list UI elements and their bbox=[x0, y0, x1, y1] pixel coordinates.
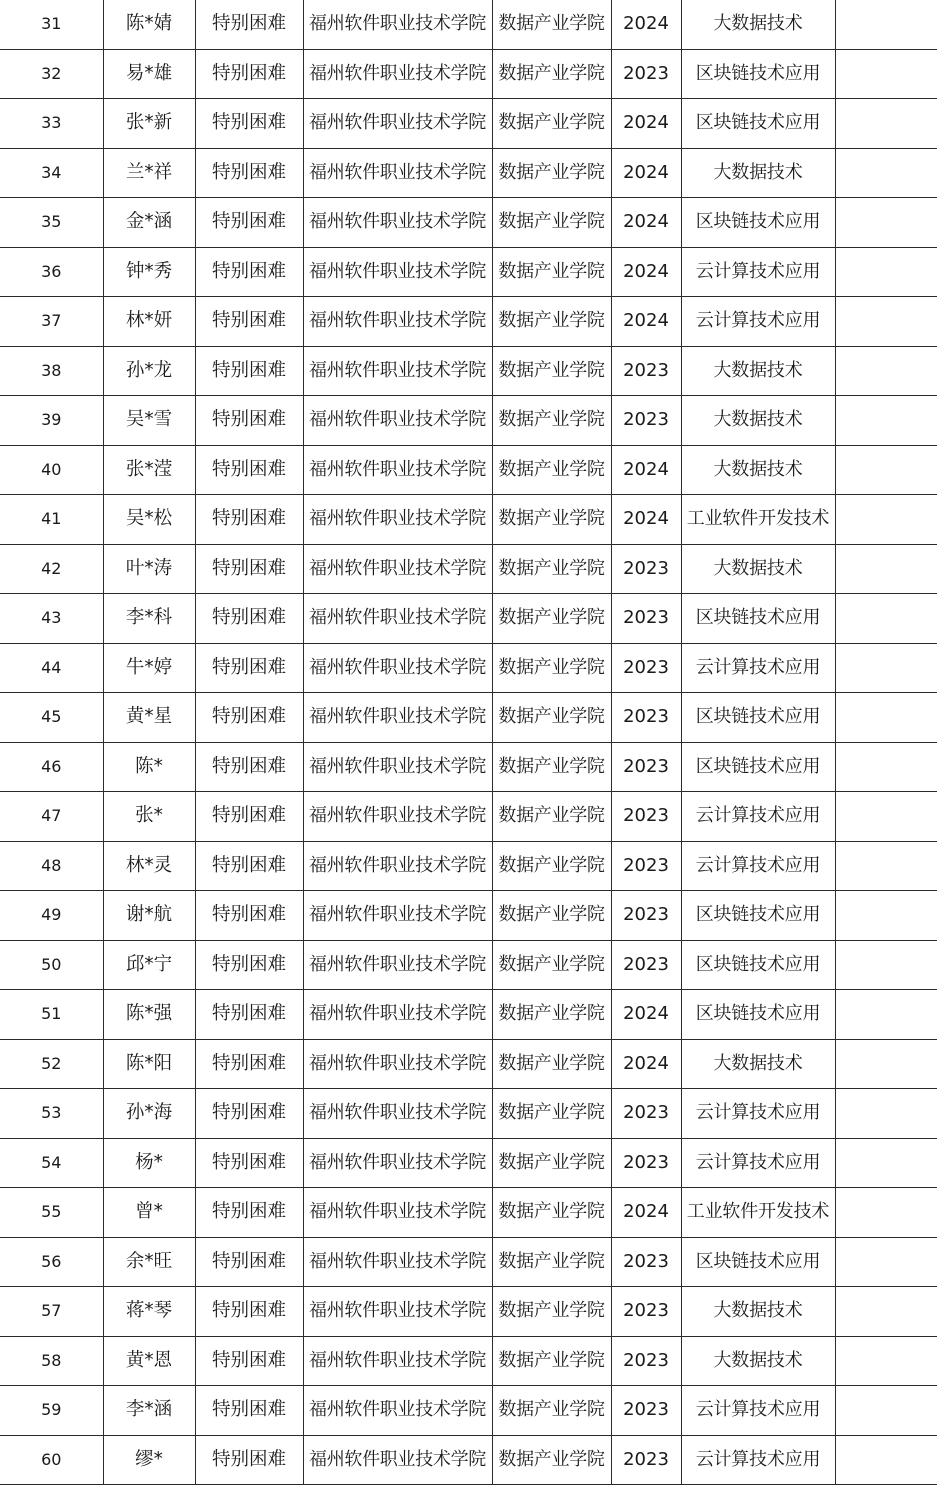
cell-enrollment-year: 2024 bbox=[611, 148, 681, 198]
cell-enrollment-year: 2023 bbox=[611, 1435, 681, 1485]
cell-empty bbox=[835, 940, 937, 990]
cell-enrollment-year: 2023 bbox=[611, 1237, 681, 1287]
cell-name: 金*涵 bbox=[103, 198, 195, 248]
table-row bbox=[0, 841, 937, 891]
cell-enrollment-year: 2023 bbox=[611, 1287, 681, 1337]
cell-enrollment-year: 2023 bbox=[611, 49, 681, 99]
cell-number: 46 bbox=[0, 742, 103, 792]
cell-number: 31 bbox=[0, 0, 103, 49]
cell-name: 蒋*琴 bbox=[103, 1287, 195, 1337]
cell-number: 32 bbox=[0, 49, 103, 99]
cell-department: 数据产业学院 bbox=[492, 792, 611, 842]
cell-empty bbox=[835, 1287, 937, 1337]
table-row bbox=[0, 594, 937, 644]
cell-major: 区块链技术应用 bbox=[681, 940, 835, 990]
cell-enrollment-year: 2023 bbox=[611, 841, 681, 891]
cell-name: 李*涵 bbox=[103, 1386, 195, 1436]
cell-number: 39 bbox=[0, 396, 103, 446]
cell-empty bbox=[835, 891, 937, 941]
cell-major: 云计算技术应用 bbox=[681, 792, 835, 842]
cell-difficulty-level: 特别困难 bbox=[195, 445, 303, 495]
cell-difficulty-level: 特别困难 bbox=[195, 396, 303, 446]
cell-major: 大数据技术 bbox=[681, 445, 835, 495]
cell-department: 数据产业学院 bbox=[492, 1188, 611, 1238]
cell-enrollment-year: 2024 bbox=[611, 445, 681, 495]
cell-name: 张* bbox=[103, 792, 195, 842]
cell-major: 大数据技术 bbox=[681, 0, 835, 49]
cell-number: 54 bbox=[0, 1138, 103, 1188]
cell-number: 49 bbox=[0, 891, 103, 941]
cell-department: 数据产业学院 bbox=[492, 1039, 611, 1089]
table-row bbox=[0, 1237, 937, 1287]
cell-name: 曾* bbox=[103, 1188, 195, 1238]
cell-difficulty-level: 特别困难 bbox=[195, 990, 303, 1040]
cell-enrollment-year: 2024 bbox=[611, 198, 681, 248]
cell-empty bbox=[835, 148, 937, 198]
cell-difficulty-level: 特别困难 bbox=[195, 1287, 303, 1337]
cell-difficulty-level: 特别困难 bbox=[195, 1336, 303, 1386]
table-row bbox=[0, 495, 937, 545]
cell-number: 51 bbox=[0, 990, 103, 1040]
cell-number: 45 bbox=[0, 693, 103, 743]
cell-enrollment-year: 2023 bbox=[611, 742, 681, 792]
cell-difficulty-level: 特别困难 bbox=[195, 1138, 303, 1188]
cell-difficulty-level: 特别困难 bbox=[195, 693, 303, 743]
cell-name: 余*旺 bbox=[103, 1237, 195, 1287]
cell-school: 福州软件职业技术学院 bbox=[303, 445, 492, 495]
cell-name: 孙*海 bbox=[103, 1089, 195, 1139]
cell-empty bbox=[835, 792, 937, 842]
table-row bbox=[0, 891, 937, 941]
cell-empty bbox=[835, 1039, 937, 1089]
cell-empty bbox=[835, 1188, 937, 1238]
cell-department: 数据产业学院 bbox=[492, 841, 611, 891]
cell-difficulty-level: 特别困难 bbox=[195, 1089, 303, 1139]
cell-empty bbox=[835, 1138, 937, 1188]
cell-name: 陈*婧 bbox=[103, 0, 195, 49]
cell-difficulty-level: 特别困难 bbox=[195, 891, 303, 941]
cell-department: 数据产业学院 bbox=[492, 940, 611, 990]
cell-school: 福州软件职业技术学院 bbox=[303, 346, 492, 396]
cell-empty bbox=[835, 0, 937, 49]
cell-major: 云计算技术应用 bbox=[681, 1386, 835, 1436]
cell-difficulty-level: 特别困难 bbox=[195, 297, 303, 347]
table-row bbox=[0, 198, 937, 248]
cell-school: 福州软件职业技术学院 bbox=[303, 643, 492, 693]
cell-major: 区块链技术应用 bbox=[681, 990, 835, 1040]
cell-department: 数据产业学院 bbox=[492, 643, 611, 693]
cell-enrollment-year: 2023 bbox=[611, 346, 681, 396]
cell-department: 数据产业学院 bbox=[492, 297, 611, 347]
cell-number: 42 bbox=[0, 544, 103, 594]
cell-school: 福州软件职业技术学院 bbox=[303, 247, 492, 297]
cell-school: 福州软件职业技术学院 bbox=[303, 99, 492, 149]
cell-name: 林*灵 bbox=[103, 841, 195, 891]
cell-school: 福州软件职业技术学院 bbox=[303, 148, 492, 198]
cell-department: 数据产业学院 bbox=[492, 990, 611, 1040]
cell-department: 数据产业学院 bbox=[492, 346, 611, 396]
cell-empty bbox=[835, 346, 937, 396]
cell-school: 福州软件职业技术学院 bbox=[303, 544, 492, 594]
cell-department: 数据产业学院 bbox=[492, 1386, 611, 1436]
table-row bbox=[0, 1287, 937, 1337]
cell-major: 大数据技术 bbox=[681, 346, 835, 396]
cell-enrollment-year: 2023 bbox=[611, 693, 681, 743]
cell-name: 孙*龙 bbox=[103, 346, 195, 396]
cell-number: 58 bbox=[0, 1336, 103, 1386]
cell-school: 福州软件职业技术学院 bbox=[303, 49, 492, 99]
cell-difficulty-level: 特别困难 bbox=[195, 49, 303, 99]
cell-department: 数据产业学院 bbox=[492, 1089, 611, 1139]
cell-major: 区块链技术应用 bbox=[681, 49, 835, 99]
cell-difficulty-level: 特别困难 bbox=[195, 0, 303, 49]
cell-name: 陈*强 bbox=[103, 990, 195, 1040]
cell-major: 区块链技术应用 bbox=[681, 594, 835, 644]
cell-department: 数据产业学院 bbox=[492, 247, 611, 297]
cell-empty bbox=[835, 544, 937, 594]
cell-school: 福州软件职业技术学院 bbox=[303, 198, 492, 248]
cell-major: 云计算技术应用 bbox=[681, 297, 835, 347]
cell-department: 数据产业学院 bbox=[492, 396, 611, 446]
cell-school: 福州软件职业技术学院 bbox=[303, 742, 492, 792]
cell-name: 林*妍 bbox=[103, 297, 195, 347]
cell-number: 47 bbox=[0, 792, 103, 842]
cell-school: 福州软件职业技术学院 bbox=[303, 1039, 492, 1089]
cell-major: 云计算技术应用 bbox=[681, 643, 835, 693]
cell-number: 55 bbox=[0, 1188, 103, 1238]
cell-school: 福州软件职业技术学院 bbox=[303, 990, 492, 1040]
cell-department: 数据产业学院 bbox=[492, 1237, 611, 1287]
table-row bbox=[0, 544, 937, 594]
table-row bbox=[0, 99, 937, 149]
cell-major: 云计算技术应用 bbox=[681, 247, 835, 297]
cell-empty bbox=[835, 1435, 937, 1485]
cell-difficulty-level: 特别困难 bbox=[195, 643, 303, 693]
cell-major: 云计算技术应用 bbox=[681, 1089, 835, 1139]
cell-empty bbox=[835, 247, 937, 297]
cell-enrollment-year: 2023 bbox=[611, 396, 681, 446]
cell-school: 福州软件职业技术学院 bbox=[303, 594, 492, 644]
cell-school: 福州软件职业技术学院 bbox=[303, 792, 492, 842]
cell-major: 区块链技术应用 bbox=[681, 742, 835, 792]
cell-difficulty-level: 特别困难 bbox=[195, 495, 303, 545]
cell-number: 57 bbox=[0, 1287, 103, 1337]
cell-enrollment-year: 2024 bbox=[611, 990, 681, 1040]
table-row bbox=[0, 1386, 937, 1436]
cell-empty bbox=[835, 1237, 937, 1287]
cell-enrollment-year: 2023 bbox=[611, 643, 681, 693]
cell-department: 数据产业学院 bbox=[492, 693, 611, 743]
cell-enrollment-year: 2024 bbox=[611, 495, 681, 545]
table-row bbox=[0, 346, 937, 396]
cell-department: 数据产业学院 bbox=[492, 0, 611, 49]
cell-department: 数据产业学院 bbox=[492, 544, 611, 594]
table-row bbox=[0, 1138, 937, 1188]
cell-empty bbox=[835, 693, 937, 743]
cell-enrollment-year: 2024 bbox=[611, 1039, 681, 1089]
cell-difficulty-level: 特别困难 bbox=[195, 544, 303, 594]
table-row bbox=[0, 247, 937, 297]
cell-department: 数据产业学院 bbox=[492, 891, 611, 941]
cell-name: 谢*航 bbox=[103, 891, 195, 941]
cell-empty bbox=[835, 495, 937, 545]
cell-school: 福州软件职业技术学院 bbox=[303, 693, 492, 743]
cell-empty bbox=[835, 1386, 937, 1436]
cell-difficulty-level: 特别困难 bbox=[195, 940, 303, 990]
table-row bbox=[0, 742, 937, 792]
cell-department: 数据产业学院 bbox=[492, 99, 611, 149]
cell-number: 59 bbox=[0, 1386, 103, 1436]
cell-name: 牛*婷 bbox=[103, 643, 195, 693]
cell-major: 区块链技术应用 bbox=[681, 198, 835, 248]
cell-empty bbox=[835, 198, 937, 248]
cell-school: 福州软件职业技术学院 bbox=[303, 396, 492, 446]
cell-name: 李*科 bbox=[103, 594, 195, 644]
cell-name: 张*新 bbox=[103, 99, 195, 149]
cell-difficulty-level: 特别困难 bbox=[195, 594, 303, 644]
cell-department: 数据产业学院 bbox=[492, 148, 611, 198]
cell-name: 吴*松 bbox=[103, 495, 195, 545]
cell-name: 兰*祥 bbox=[103, 148, 195, 198]
cell-empty bbox=[835, 742, 937, 792]
cell-enrollment-year: 2023 bbox=[611, 544, 681, 594]
cell-number: 38 bbox=[0, 346, 103, 396]
cell-number: 41 bbox=[0, 495, 103, 545]
cell-major: 云计算技术应用 bbox=[681, 841, 835, 891]
cell-department: 数据产业学院 bbox=[492, 445, 611, 495]
cell-school: 福州软件职业技术学院 bbox=[303, 1188, 492, 1238]
cell-number: 34 bbox=[0, 148, 103, 198]
cell-enrollment-year: 2023 bbox=[611, 891, 681, 941]
cell-name: 吴*雪 bbox=[103, 396, 195, 446]
cell-department: 数据产业学院 bbox=[492, 594, 611, 644]
cell-name: 杨* bbox=[103, 1138, 195, 1188]
cell-enrollment-year: 2024 bbox=[611, 99, 681, 149]
table-row bbox=[0, 990, 937, 1040]
table-row bbox=[0, 792, 937, 842]
cell-difficulty-level: 特别困难 bbox=[195, 1435, 303, 1485]
cell-enrollment-year: 2024 bbox=[611, 297, 681, 347]
cell-department: 数据产业学院 bbox=[492, 49, 611, 99]
cell-major: 区块链技术应用 bbox=[681, 891, 835, 941]
table-row bbox=[0, 1435, 937, 1485]
cell-name: 叶*涛 bbox=[103, 544, 195, 594]
table-row bbox=[0, 1039, 937, 1089]
cell-major: 云计算技术应用 bbox=[681, 1435, 835, 1485]
cell-difficulty-level: 特别困难 bbox=[195, 742, 303, 792]
cell-name: 黄*星 bbox=[103, 693, 195, 743]
cell-empty bbox=[835, 990, 937, 1040]
table-row bbox=[0, 1089, 937, 1139]
cell-name: 陈*阳 bbox=[103, 1039, 195, 1089]
cell-empty bbox=[835, 594, 937, 644]
cell-empty bbox=[835, 841, 937, 891]
cell-number: 52 bbox=[0, 1039, 103, 1089]
cell-enrollment-year: 2024 bbox=[611, 1188, 681, 1238]
table-row bbox=[0, 643, 937, 693]
cell-empty bbox=[835, 1336, 937, 1386]
cell-enrollment-year: 2023 bbox=[611, 940, 681, 990]
cell-difficulty-level: 特别困难 bbox=[195, 1237, 303, 1287]
cell-school: 福州软件职业技术学院 bbox=[303, 841, 492, 891]
cell-difficulty-level: 特别困难 bbox=[195, 1188, 303, 1238]
cell-school: 福州软件职业技术学院 bbox=[303, 0, 492, 49]
cell-major: 大数据技术 bbox=[681, 1336, 835, 1386]
cell-empty bbox=[835, 396, 937, 446]
cell-name: 易*雄 bbox=[103, 49, 195, 99]
cell-major: 工业软件开发技术 bbox=[681, 495, 835, 545]
cell-difficulty-level: 特别困难 bbox=[195, 99, 303, 149]
table-row bbox=[0, 396, 937, 446]
cell-difficulty-level: 特别困难 bbox=[195, 1386, 303, 1436]
cell-school: 福州软件职业技术学院 bbox=[303, 495, 492, 545]
cell-department: 数据产业学院 bbox=[492, 495, 611, 545]
table-row bbox=[0, 940, 937, 990]
cell-empty bbox=[835, 49, 937, 99]
cell-major: 区块链技术应用 bbox=[681, 1237, 835, 1287]
cell-major: 区块链技术应用 bbox=[681, 99, 835, 149]
cell-school: 福州软件职业技术学院 bbox=[303, 1138, 492, 1188]
cell-department: 数据产业学院 bbox=[492, 742, 611, 792]
table-row bbox=[0, 49, 937, 99]
cell-difficulty-level: 特别困难 bbox=[195, 792, 303, 842]
cell-number: 33 bbox=[0, 99, 103, 149]
cell-school: 福州软件职业技术学院 bbox=[303, 1435, 492, 1485]
cell-school: 福州软件职业技术学院 bbox=[303, 1089, 492, 1139]
cell-number: 43 bbox=[0, 594, 103, 644]
cell-empty bbox=[835, 99, 937, 149]
cell-department: 数据产业学院 bbox=[492, 1138, 611, 1188]
cell-number: 44 bbox=[0, 643, 103, 693]
cell-empty bbox=[835, 445, 937, 495]
cell-major: 工业软件开发技术 bbox=[681, 1188, 835, 1238]
cell-number: 35 bbox=[0, 198, 103, 248]
cell-number: 37 bbox=[0, 297, 103, 347]
cell-difficulty-level: 特别困难 bbox=[195, 841, 303, 891]
cell-school: 福州软件职业技术学院 bbox=[303, 940, 492, 990]
cell-name: 缪* bbox=[103, 1435, 195, 1485]
cell-major: 区块链技术应用 bbox=[681, 693, 835, 743]
cell-enrollment-year: 2024 bbox=[611, 247, 681, 297]
table-row bbox=[0, 297, 937, 347]
cell-number: 60 bbox=[0, 1435, 103, 1485]
cell-name: 黄*恩 bbox=[103, 1336, 195, 1386]
cell-school: 福州软件职业技术学院 bbox=[303, 1386, 492, 1436]
cell-school: 福州软件职业技术学院 bbox=[303, 1287, 492, 1337]
cell-school: 福州软件职业技术学院 bbox=[303, 1336, 492, 1386]
cell-enrollment-year: 2023 bbox=[611, 1336, 681, 1386]
table-row bbox=[0, 693, 937, 743]
table-row bbox=[0, 0, 937, 49]
cell-school: 福州软件职业技术学院 bbox=[303, 891, 492, 941]
cell-enrollment-year: 2023 bbox=[611, 594, 681, 644]
cell-name: 钟*秀 bbox=[103, 247, 195, 297]
cell-school: 福州软件职业技术学院 bbox=[303, 297, 492, 347]
cell-department: 数据产业学院 bbox=[492, 1287, 611, 1337]
cell-major: 大数据技术 bbox=[681, 1287, 835, 1337]
cell-difficulty-level: 特别困难 bbox=[195, 198, 303, 248]
cell-department: 数据产业学院 bbox=[492, 1336, 611, 1386]
cell-department: 数据产业学院 bbox=[492, 198, 611, 248]
table-row bbox=[0, 445, 937, 495]
cell-number: 48 bbox=[0, 841, 103, 891]
cell-number: 56 bbox=[0, 1237, 103, 1287]
cell-difficulty-level: 特别困难 bbox=[195, 148, 303, 198]
cell-major: 云计算技术应用 bbox=[681, 1138, 835, 1188]
table-row bbox=[0, 148, 937, 198]
cell-school: 福州软件职业技术学院 bbox=[303, 1237, 492, 1287]
cell-enrollment-year: 2023 bbox=[611, 1386, 681, 1436]
cell-number: 53 bbox=[0, 1089, 103, 1139]
cell-name: 邱*宁 bbox=[103, 940, 195, 990]
cell-difficulty-level: 特别困难 bbox=[195, 247, 303, 297]
cell-difficulty-level: 特别困难 bbox=[195, 1039, 303, 1089]
table-row bbox=[0, 1188, 937, 1238]
cell-enrollment-year: 2023 bbox=[611, 1089, 681, 1139]
cell-enrollment-year: 2023 bbox=[611, 1138, 681, 1188]
cell-name: 陈* bbox=[103, 742, 195, 792]
cell-major: 大数据技术 bbox=[681, 148, 835, 198]
cell-empty bbox=[835, 297, 937, 347]
cell-number: 36 bbox=[0, 247, 103, 297]
cell-enrollment-year: 2024 bbox=[611, 0, 681, 49]
cell-major: 大数据技术 bbox=[681, 544, 835, 594]
cell-difficulty-level: 特别困难 bbox=[195, 346, 303, 396]
cell-empty bbox=[835, 1089, 937, 1139]
cell-name: 张*滢 bbox=[103, 445, 195, 495]
cell-major: 大数据技术 bbox=[681, 1039, 835, 1089]
cell-empty bbox=[835, 643, 937, 693]
cell-enrollment-year: 2023 bbox=[611, 792, 681, 842]
cell-number: 40 bbox=[0, 445, 103, 495]
cell-major: 大数据技术 bbox=[681, 396, 835, 446]
table-row bbox=[0, 1336, 937, 1386]
cell-department: 数据产业学院 bbox=[492, 1435, 611, 1485]
cell-number: 50 bbox=[0, 940, 103, 990]
